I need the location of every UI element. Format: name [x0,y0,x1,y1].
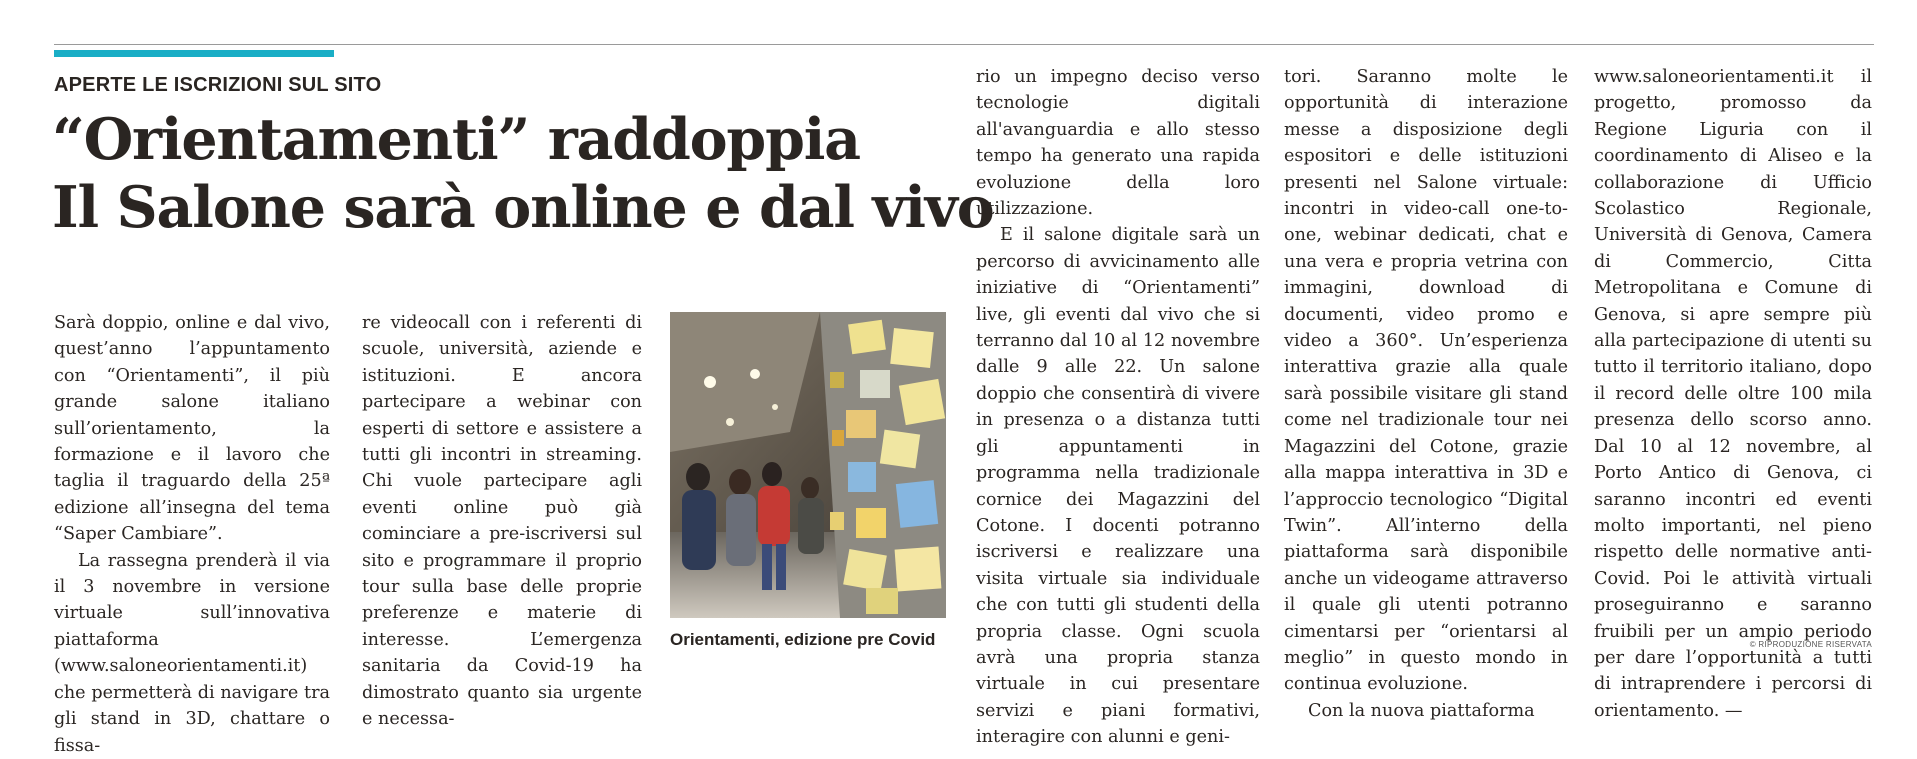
kicker: APERTE LE ISCRIZIONI SUL SITO [54,74,382,96]
paragraph: Sarà doppio, online e dal vivo, quest’anno l’appuntamento con “Orientamenti”, il più grande salone italiano sull’orientamento, la formazione e il lavoro che taglia il traguardo della 25ª edizione all’insegna del tema “Saper Cambiare”. [54,313,330,545]
column-4 [1284,64,1568,724]
top-rule [54,44,1874,45]
column-5 [1594,64,1872,724]
column-2 [362,310,642,733]
accent-bar [54,50,334,57]
photo-caption: Orientamenti, edizione pre Covid [670,630,936,649]
paragraph: Con la nuova piattaforma [1308,700,1535,721]
paragraph: tori. Saranno molte le opportunità di interazione messe a disposizione degli espositori e delle istituzioni presenti nel Salone virtuale: incontri in video-call one-to-one, webinar dedicati, chat e una vera e propria vetrina con immagini, download di documenti, video promo e video a 360°. Un’esperienza interattiva grazie alla quale sarà possibile visitare gli stand come nel tradizionale tour nei Magazzini del Cotone, grazie alla mappa interattiva in 3D e l’approccio tecnologico “Digital Twin”. All’interno della piattaforma sarà disponibile anche un videogame attraverso il quale gli utenti potranno cimentarsi per “orientarsi al meglio” in questo mondo in continua evoluzione. [1284,67,1568,695]
paragraph: rio un impegno deciso verso tecnologie digitali all'avanguardia e allo stesso tempo ha generato una rapida evoluzione della loro utilizzazione. [976,67,1260,220]
paragraph: E il salone digitale sarà un percorso di avvicinamento alle iniziative di “Orientamenti” live, gli eventi dal vivo che si terranno dal 10 al 12 novembre dalle 9 alle 22. Un salone doppio che consentirà di vivere in presenza o a distanza tutti gli appuntamenti in programma nella tradizionale cornice dei Magazzini del Cotone. I docenti potranno iscriversi e realizzare una visita virtuale sia individuale che con tutti gli studenti della propria classe. Ogni scuola avrà una propria stanza virtuale in cui presentare servizi e piani formativi, interagire con alunni e geni- [976,225,1260,748]
column-1 [54,310,330,759]
event-photo [670,312,946,618]
headline-line-2: Il Salone sarà online e dal vivo [52,174,994,241]
headline-line-1: “Orientamenti” raddoppia [52,106,860,173]
paragraph: re videocall con i referenti di scuole, università, aziende e istituzioni. E ancora partecipare a webinar con esperti di settore e assistere a tutti gli incontri in streaming. Chi vuole partecipare agli eventi online può già cominciare a pre-iscriversi sul sito e programmare il proprio tour sulla base delle proprie preferenze e materie di interesse. L’emergenza sanitaria da Covid-19 ha dimostrato quanto sia urgente e necessa- [362,313,642,730]
paragraph: www.saloneorientamenti.it il progetto, promosso da Regione Liguria con il coordinamento di Aliseo e la collaborazione di Ufficio Scolastico Regionale, Università di Genova, Camera di Commercio, Citta Metropolitana e Comune di Genova, si apre sempre più alla partecipazione di utenti su tutto il territorio italiano, dopo il record delle oltre 100 mila presenza dello scorso anno. Dal 10 al 12 novembre, al Porto Antico di Genova, ci saranno incontri ed eventi molto importanti, nel pieno rispetto delle normative anti-Covid. Poi le attività virtuali proseguiranno e saranno fruibili per un ampio periodo per dare l’opportunità a tutti di intraprendere i percorsi di orientamento. — [1594,67,1872,721]
headline [52,106,994,242]
column-3 [976,64,1260,751]
copyright-notice: © RIPRODUZIONE RISERVATA [1749,640,1872,649]
paragraph: La rassegna prenderà il via il 3 novembre in versione virtuale sull’innovativa piattaforma (www.saloneorientamenti.it) che permetterà di navigare tra gli stand in 3D, chattare o fissa- [54,550,330,756]
